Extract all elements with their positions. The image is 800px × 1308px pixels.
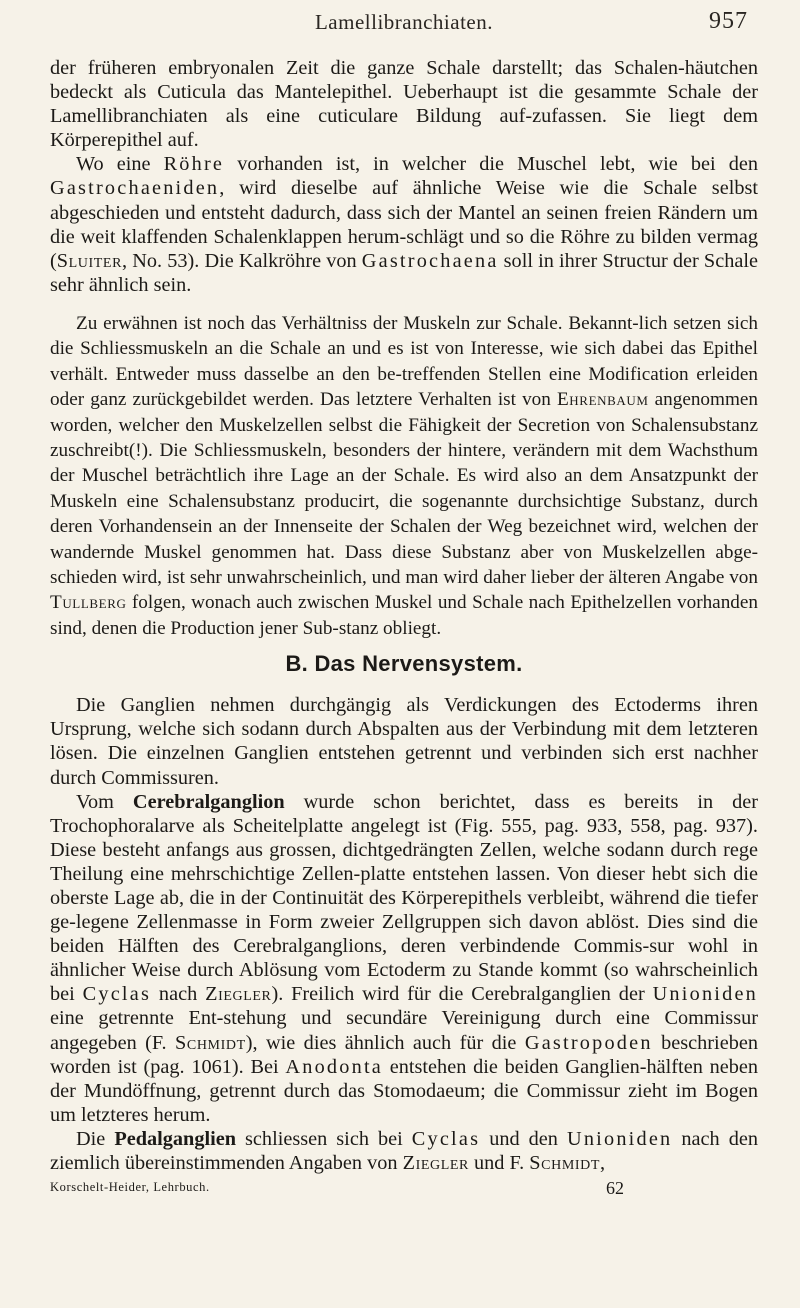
author-citation: Schmidt — [175, 1031, 246, 1054]
bold-term: Cerebralganglion — [132, 790, 285, 813]
bold-term: Pedalganglien — [114, 1127, 237, 1150]
taxon-name: Unioniden — [566, 1127, 673, 1150]
text-run: vorhanden ist, in welcher die Muschel lebt, wie bei den — [224, 153, 758, 176]
page-number: 957 — [709, 8, 748, 34]
running-head: Lamellibranchiaten. — [314, 10, 493, 34]
text-run: nach den ziemlich übereinstimmenden Angaben von — [50, 1127, 758, 1174]
paragraph — [50, 311, 758, 641]
text-run: , — [600, 1152, 606, 1174]
text-run: Zu erwähnen ist noch das Verhältniss der Muskeln zur Schale. Bekannt-lich setzen sich die Schliessmuskeln an die Schale an und es ist von Interesse, wie sich dabei das Epithel verhält. Entweder muss dasselbe an den be-treffenden Stellen eine Modification erleiden oder ganz zurückgebildet werden. Das letztere Verhalten ist von — [50, 312, 758, 411]
section-shell-formation — [50, 56, 758, 297]
text-run: ), wie dies ähnlich auch für die — [245, 1031, 525, 1054]
section-heading: B. Das Nervensystem. — [285, 651, 523, 677]
text-run: folgen, wonach auch zwischen Muskel und Schale nach Epithelzellen vorhanden sind, denen die Production jener Sub-stanz obliegt. — [50, 592, 758, 639]
text-run: , No. 53). Die Kalkröhre von — [122, 249, 362, 272]
text-run: und den — [480, 1127, 567, 1150]
author-citation: Ehrenbaum — [556, 389, 649, 411]
sheet-number: 62 — [606, 1178, 624, 1199]
taxon-name: Cyclas — [82, 983, 152, 1006]
taxon-name: Unioniden — [652, 983, 758, 1006]
taxon-name: Cyclas — [411, 1127, 481, 1150]
author-citation: Ziegler — [205, 983, 272, 1006]
page-header — [50, 0, 758, 56]
paragraph — [50, 790, 758, 1127]
text-run: und F. — [468, 1152, 530, 1174]
text-run: nach — [151, 983, 206, 1006]
text-run: Wo eine — [76, 153, 164, 176]
page-footer — [50, 1178, 758, 1202]
publisher-signature: Korschelt-Heider, Lehrbuch. — [50, 1180, 210, 1195]
paragraph — [50, 56, 758, 152]
text-run: angenommen worden, welcher den Muskelzellen selbst die Fähigkeit der Secretion von Schalensubstanz zuschreibt(!). Die Schliessmuskeln, besonders der hintere, verändern mit dem Wachsthum der Muschel beträchtlich ihre Lage an der Schale. Es wird also an dem Ansatzpunkt der Muskeln eine Schalensubstanz producirt, die sogenannte durchsichtige Substanz, durch deren Vorhandensein an der Innenseite der Schalen der Weg bezeichnet wird, welchen der wandernde Muskel genommen hat. Dass diese Substanz aber von Muskelzellen abge-schieden wird, ist sehr unwahrscheinlich, und man wird daher lieber der älteren Angabe von — [50, 389, 758, 588]
author-citation: Sluiter — [56, 249, 123, 272]
taxon-name: Gastrochaena — [361, 249, 499, 272]
taxon-name: Gastrochaeniden — [50, 177, 220, 200]
taxon-name: Gastropoden — [524, 1031, 653, 1054]
text-run: entstehen die beiden Ganglien-hälften neben der Mundöffnung, getrennt durch das Stomodaeum; die Commissur zieht im Bogen um letzteres herum. — [50, 1055, 759, 1126]
author-citation: Schmidt — [529, 1152, 600, 1174]
text-run: eine getrennte Ent-stehung und secundäre Vereinigung durch eine Commissur angegeben (F. — [50, 1007, 758, 1054]
section-muscles — [50, 311, 758, 641]
text-run: der früheren embryonalen Zeit die ganze Schale darstellt; das Schalen-häutchen bedeckt als Cuticula das Mantelepithel. Ueberhaupt ist die gesammte Schale der Lamellibranchiaten als eine cuticulare Bildung auf-zufassen. Sie liegt dem Körperepithel auf. — [50, 57, 758, 152]
text-run: , wird dieselbe auf ähnliche Weise wie die Schale selbst abgeschieden und entsteht dadurch, dass sich der Mantel an seinen freien Rändern um die weit klaffenden Schalenklappen herum-schlägt und so die Röhre zu bilden vermag ( — [50, 177, 758, 272]
text-run: Vom — [76, 790, 133, 813]
paragraph — [50, 1127, 758, 1175]
paragraph — [50, 693, 758, 789]
taxon-name: Anodonta — [285, 1055, 383, 1078]
text-run: soll in ihrer Structur der Schale sehr ähnlich sein. — [50, 249, 758, 296]
author-citation: Ziegler — [402, 1152, 469, 1174]
text-run: wurde schon berichtet, dass es bereits in der Trochophoralarve als Scheitelplatte angelegt ist (Fig. 555, pag. 933, 558, pag. 937). Diese besteht anfangs aus grossen, dichtgedrängten Zellen, welche sodann durch rege Theilung eine mehrschichtige Zellen-platte entstehen lassen. Von dieser hebt sich die oberste Lage ab, die in der Continuität des Körperepithels verbleibt, während die tiefer ge-legene Zellenmasse in Form zweier Zellgruppen sich davon ablöst. Dies sind die beiden Hälften des Cerebralganglions, deren verbindende Commis-sur wohl in ähnlicher Weise durch Ablösung vom Ectoderm zu Stande kommt (so wahrscheinlich bei — [50, 790, 758, 1006]
paragraph — [50, 152, 758, 297]
book-page — [50, 0, 758, 1202]
author-citation: Tullberg — [50, 592, 127, 614]
text-run: ). Freilich wird für die Cerebralganglien der — [271, 983, 653, 1006]
text-run: Die Ganglien nehmen durchgängig als Verdickungen des Ectoderms ihren Ursprung, welche sich sodann durch Abspalten aus der Verbindung mit dem letzteren lösen. Die einzelnen Ganglien entstehen getrennt und verbinden sich erst nachher durch Commissuren. — [50, 694, 758, 789]
text-run: Die — [76, 1127, 115, 1150]
text-run: schliessen sich bei — [236, 1127, 412, 1150]
emphasized-term: Röhre — [163, 153, 225, 176]
section-nervous-system — [50, 693, 758, 1175]
text-run: beschrieben worden ist (pag. 1061). Bei — [50, 1031, 758, 1078]
